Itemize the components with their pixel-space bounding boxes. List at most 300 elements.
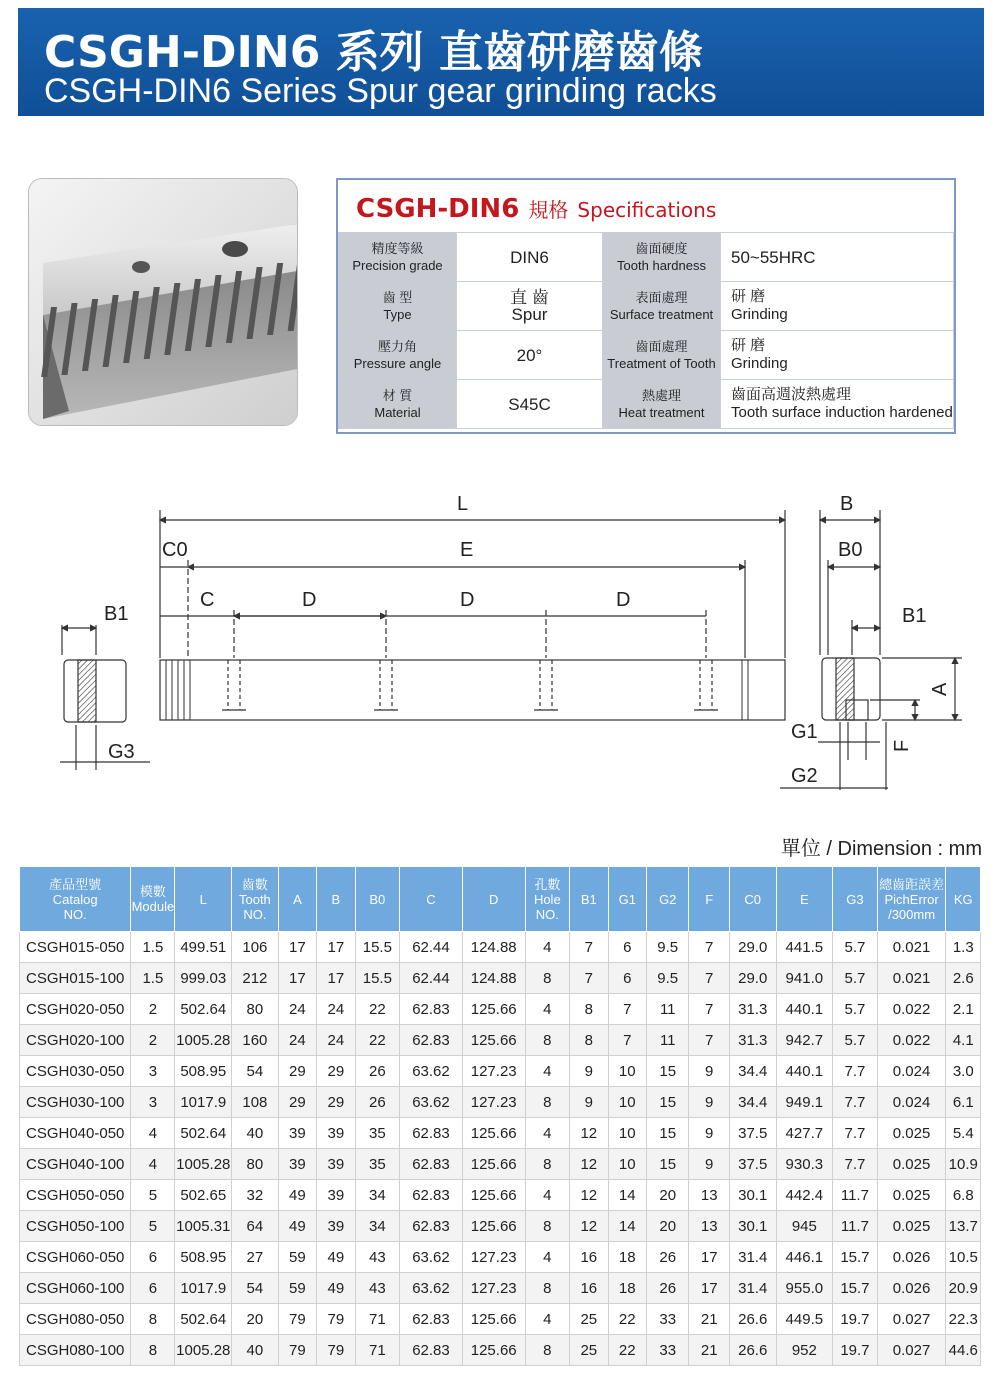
spec-label-en: Material (374, 405, 421, 420)
table-cell: 1017.9 (175, 1273, 232, 1304)
table-row (20, 1056, 981, 1087)
table-cell: 4.1 (946, 1025, 981, 1056)
table-cell: 5 (131, 1211, 175, 1242)
label-D-1: D (302, 589, 317, 611)
spec-value-en: 20° (516, 345, 543, 365)
table-cell: 15 (646, 1056, 689, 1087)
table-cell: 108 (232, 1087, 279, 1118)
spec-label-zh: 齒 型 (382, 290, 413, 305)
table-cell: 19.7 (833, 1335, 878, 1366)
spec-label-en: Tooth hardness (617, 258, 706, 273)
table-cell: 9 (689, 1087, 729, 1118)
table-cell: 33 (646, 1304, 689, 1335)
table-cell: CSGH040-100 (20, 1149, 131, 1180)
table-cell: 446.1 (776, 1242, 833, 1273)
table-cell: 440.1 (776, 994, 833, 1025)
table-cell: 29 (317, 1087, 355, 1118)
table-cell: 949.1 (776, 1087, 833, 1118)
spec-label (339, 331, 457, 380)
table-cell: 5.7 (833, 1025, 878, 1056)
spec-label-en: Heat treatment (618, 405, 705, 420)
column-header-en: Tooth (238, 891, 271, 907)
table-cell: 0.027 (877, 1335, 946, 1366)
table-cell: 79 (317, 1304, 355, 1335)
table-cell: 80 (232, 1149, 279, 1180)
column-header-zh: 齒數 (241, 876, 268, 892)
page-subtitle: CSGH-DIN6 Series Spur gear grinding racks (44, 72, 717, 110)
table-cell: 7 (689, 994, 729, 1025)
column-header-en2: /300mm (888, 906, 936, 922)
spec-label-en: Treatment of Tooth (607, 356, 716, 371)
column-header-en: G3 (846, 891, 864, 907)
column-header (20, 867, 131, 932)
rack-side-view (160, 660, 785, 720)
spec-label-zh: 表面處理 (635, 290, 688, 305)
table-cell: 22 (608, 1335, 646, 1366)
table-cell: 29 (278, 1087, 316, 1118)
label-B1-left: B1 (104, 603, 129, 625)
table-cell: 1.5 (131, 963, 175, 994)
table-cell: 1005.28 (175, 1149, 232, 1180)
spec-label (339, 282, 457, 331)
table-cell: 125.66 (462, 1304, 525, 1335)
table-cell: 15.5 (355, 963, 400, 994)
label-G3: G3 (108, 741, 135, 763)
table-cell: 0.025 (877, 1118, 946, 1149)
page-title: CSGH-DIN6 系列 直齒研磨齒條 (44, 27, 703, 78)
spec-value-zh: 直 齒 (510, 288, 549, 307)
table-cell: 40 (232, 1335, 279, 1366)
table-cell: CSGH015-100 (20, 963, 131, 994)
table-cell: 0.021 (877, 963, 946, 994)
table-cell: 0.027 (877, 1304, 946, 1335)
table-cell: 32 (232, 1180, 279, 1211)
table-cell: 22 (355, 1025, 400, 1056)
column-header-en: B1 (580, 891, 597, 907)
table-cell: 21 (689, 1335, 729, 1366)
table-row (20, 1242, 981, 1273)
table-cell: 17 (278, 963, 316, 994)
spec-title-zh: 規格 (528, 198, 569, 222)
table-row (20, 1025, 981, 1056)
table-cell: 9.5 (646, 932, 689, 963)
table-cell: 12 (570, 1211, 608, 1242)
spec-value-en: DIN6 (510, 247, 549, 267)
table-cell: 18 (608, 1242, 646, 1273)
table-cell: 125.66 (462, 1118, 525, 1149)
table-row (20, 963, 981, 994)
table-cell: 63.62 (400, 1242, 463, 1273)
table-cell: 27 (232, 1242, 279, 1273)
table-cell: 0.022 (877, 1025, 946, 1056)
column-header-en: Catalog (52, 891, 98, 907)
table-cell: 79 (278, 1304, 316, 1335)
table-cell: 2 (131, 1025, 175, 1056)
table-cell: 26 (646, 1242, 689, 1273)
table-cell: 945 (776, 1211, 833, 1242)
table-cell: 4 (525, 1118, 570, 1149)
table-cell: 79 (317, 1335, 355, 1366)
table-cell: 7.7 (833, 1056, 878, 1087)
column-header (355, 867, 400, 932)
table-cell: 15.5 (355, 932, 400, 963)
table-cell: 11 (646, 1025, 689, 1056)
table-cell: 20 (646, 1211, 689, 1242)
label-A: A (929, 682, 951, 696)
table-cell: 7 (689, 963, 729, 994)
column-header (608, 867, 646, 932)
table-cell: 8 (131, 1304, 175, 1335)
table-cell: 125.66 (462, 994, 525, 1025)
table-cell: 29.0 (729, 963, 776, 994)
spec-label-zh: 精度等級 (371, 241, 424, 256)
table-cell: 1017.9 (175, 1087, 232, 1118)
spec-value (721, 331, 954, 380)
table-cell: 125.66 (462, 1149, 525, 1180)
table-cell: 6 (608, 963, 646, 994)
table-cell: 4 (525, 994, 570, 1025)
spec-label (603, 233, 721, 282)
table-cell: 39 (278, 1118, 316, 1149)
column-header (232, 867, 279, 932)
table-cell: 39 (317, 1149, 355, 1180)
table-cell: 12 (570, 1149, 608, 1180)
spec-value (721, 282, 954, 331)
spec-label-zh: 熱處理 (641, 388, 681, 403)
table-cell: 25 (570, 1304, 608, 1335)
spec-value-en: Tooth surface induction hardened (731, 404, 953, 421)
table-cell: 15 (646, 1118, 689, 1149)
table-cell: 24 (278, 1025, 316, 1056)
table-cell: 31.3 (729, 994, 776, 1025)
table-cell: 4 (525, 1180, 570, 1211)
table-header-row (20, 867, 981, 932)
label-G2: G2 (791, 765, 818, 787)
spec-label (603, 380, 721, 429)
table-cell: 39 (278, 1149, 316, 1180)
table-cell: 441.5 (776, 932, 833, 963)
table-row (20, 1180, 981, 1211)
table-cell: 999.03 (175, 963, 232, 994)
table-cell: 9 (570, 1087, 608, 1118)
spec-row (339, 282, 954, 331)
table-cell: 62.83 (400, 1149, 463, 1180)
label-L: L (457, 493, 469, 515)
table-cell: CSGH080-100 (20, 1335, 131, 1366)
table-cell: 37.5 (729, 1118, 776, 1149)
specifications-box (336, 178, 956, 434)
table-cell: 30.1 (729, 1180, 776, 1211)
spec-model: CSGH-DIN6 (356, 194, 520, 224)
table-cell: 16 (570, 1242, 608, 1273)
table-cell: 62.83 (400, 994, 463, 1025)
table-cell: 124.88 (462, 963, 525, 994)
table-cell: 15 (646, 1087, 689, 1118)
table-cell: 43 (355, 1273, 400, 1304)
spec-label-en: Pressure angle (353, 356, 442, 371)
table-row (20, 932, 981, 963)
column-header-en2: NO. (63, 906, 87, 922)
column-header (131, 867, 175, 932)
column-header-en2: NO. (535, 906, 559, 922)
column-header (317, 867, 355, 932)
table-cell: 49 (317, 1273, 355, 1304)
table-cell: 4 (525, 932, 570, 963)
table-cell: 942.7 (776, 1025, 833, 1056)
table-cell: 49 (317, 1242, 355, 1273)
table-cell: 502.64 (175, 1118, 232, 1149)
table-cell: 15.7 (833, 1242, 878, 1273)
column-header (278, 867, 316, 932)
table-cell: 7 (608, 994, 646, 1025)
table-cell: CSGH080-050 (20, 1304, 131, 1335)
table-cell: 5.7 (833, 994, 878, 1025)
table-cell: CSGH040-050 (20, 1118, 131, 1149)
table-cell: 33 (646, 1335, 689, 1366)
table-cell: 21 (689, 1304, 729, 1335)
table-cell: 34.4 (729, 1056, 776, 1087)
table-cell: 62.83 (400, 1211, 463, 1242)
spec-row (339, 380, 954, 429)
column-header-en: C (426, 891, 436, 907)
table-cell: 952 (776, 1335, 833, 1366)
table-cell: 11 (646, 994, 689, 1025)
column-header-en: KG (953, 891, 973, 907)
table-cell: CSGH030-050 (20, 1056, 131, 1087)
label-C: C (200, 589, 215, 611)
table-cell: 8 (525, 1273, 570, 1304)
table-cell: 10 (608, 1087, 646, 1118)
table-cell: 26.6 (729, 1304, 776, 1335)
column-header (689, 867, 729, 932)
table-cell: 8 (525, 1211, 570, 1242)
table-cell: 14 (608, 1180, 646, 1211)
table-cell: 59 (278, 1242, 316, 1273)
table-cell: 7.7 (833, 1118, 878, 1149)
table-cell: 502.64 (175, 1304, 232, 1335)
table-cell: 1.3 (946, 932, 981, 963)
table-cell: 19.7 (833, 1304, 878, 1335)
table-row (20, 994, 981, 1025)
table-cell: 125.66 (462, 1180, 525, 1211)
table-cell: 7 (689, 932, 729, 963)
technical-drawing (0, 470, 1000, 810)
table-cell: 6 (131, 1242, 175, 1273)
table-cell: 10 (608, 1118, 646, 1149)
table-cell: CSGH020-100 (20, 1025, 131, 1056)
table-cell: 13 (689, 1211, 729, 1242)
table-row (20, 1087, 981, 1118)
column-header-en: F (705, 891, 714, 907)
table-cell: 13.7 (946, 1211, 981, 1242)
column-header-en: E (799, 891, 809, 907)
column-header (570, 867, 608, 932)
table-cell: 9 (689, 1149, 729, 1180)
spec-value-en: Spur (511, 305, 548, 324)
spec-label-zh: 材 質 (382, 388, 413, 403)
table-cell: 79 (278, 1335, 316, 1366)
table-cell: 8 (570, 1025, 608, 1056)
spec-label-en: Precision grade (352, 258, 443, 273)
table-cell: 29.0 (729, 932, 776, 963)
table-cell: 930.3 (776, 1149, 833, 1180)
spec-value-en: 50~55HRC (731, 247, 816, 267)
column-header-en: A (293, 891, 302, 907)
table-cell: 5.7 (833, 932, 878, 963)
column-header (877, 867, 946, 932)
table-cell: 63.62 (400, 1087, 463, 1118)
table-cell: CSGH020-050 (20, 994, 131, 1025)
table-cell: 127.23 (462, 1242, 525, 1273)
table-cell: 1005.28 (175, 1025, 232, 1056)
table-cell: 49 (278, 1211, 316, 1242)
table-cell: 7.7 (833, 1149, 878, 1180)
table-cell: 7 (570, 932, 608, 963)
label-C0: C0 (162, 539, 188, 561)
table-cell: 955.0 (776, 1273, 833, 1304)
column-header-en: Hole (533, 891, 561, 907)
table-cell: 4 (131, 1149, 175, 1180)
table-cell: 1005.31 (175, 1211, 232, 1242)
table-cell: 502.65 (175, 1180, 232, 1211)
table-cell: 17 (278, 932, 316, 963)
spec-label-zh: 壓力角 (377, 339, 417, 354)
table-cell: 9 (570, 1056, 608, 1087)
table-cell: 9 (689, 1056, 729, 1087)
table-cell: 3 (131, 1087, 175, 1118)
table-cell: 40 (232, 1118, 279, 1149)
table-cell: 449.5 (776, 1304, 833, 1335)
table-cell: 1.5 (131, 932, 175, 963)
table-row (20, 1211, 981, 1242)
table-cell: 2 (131, 994, 175, 1025)
column-header-en: C0 (744, 891, 762, 907)
table-cell: 10 (608, 1056, 646, 1087)
table-cell: 502.64 (175, 994, 232, 1025)
table-cell: 6 (131, 1273, 175, 1304)
spec-value-en: Grinding (731, 355, 788, 372)
table-cell: 8 (525, 1149, 570, 1180)
table-cell: 71 (355, 1304, 400, 1335)
table-cell: 26.6 (729, 1335, 776, 1366)
table-cell: 20 (232, 1304, 279, 1335)
table-cell: 4 (525, 1242, 570, 1273)
column-header-en: PichError (884, 891, 939, 907)
table-cell: 11.7 (833, 1180, 878, 1211)
specifications-title (356, 194, 716, 224)
table-cell: 39 (317, 1211, 355, 1242)
spec-label-en: Surface treatment (609, 307, 714, 322)
table-cell: 7 (570, 963, 608, 994)
column-header-en: Module (131, 899, 175, 914)
table-cell: 1005.28 (175, 1335, 232, 1366)
table-cell: 26 (355, 1056, 400, 1087)
table-cell: 62.44 (400, 932, 463, 963)
spec-value-zh: 研 磨 (731, 288, 766, 305)
column-header (833, 867, 878, 932)
table-cell: 8 (525, 1025, 570, 1056)
table-cell: 44.6 (946, 1335, 981, 1366)
spec-value (721, 233, 954, 282)
column-header (462, 867, 525, 932)
table-cell: 4 (131, 1118, 175, 1149)
table-cell: 35 (355, 1149, 400, 1180)
table-cell: 71 (355, 1335, 400, 1366)
catalog-table (19, 866, 981, 1366)
table-cell: 10.9 (946, 1149, 981, 1180)
table-cell: 34.4 (729, 1087, 776, 1118)
table-cell: 0.026 (877, 1273, 946, 1304)
spec-value (721, 380, 954, 429)
table-cell: 13 (689, 1180, 729, 1211)
label-D-3: D (616, 589, 631, 611)
table-cell: 24 (317, 994, 355, 1025)
table-cell: 9.5 (646, 963, 689, 994)
spec-title-en: Specifications (577, 198, 717, 222)
spec-row (339, 331, 954, 380)
spec-value-en: Grinding (731, 306, 788, 323)
table-cell: 508.95 (175, 1242, 232, 1273)
table-cell: 59 (278, 1273, 316, 1304)
table-cell: 3.0 (946, 1056, 981, 1087)
table-cell: 22 (355, 994, 400, 1025)
table-cell: 124.88 (462, 932, 525, 963)
spec-label-zh: 齒面處理 (635, 339, 688, 354)
table-cell: 30.1 (729, 1211, 776, 1242)
table-cell: 0.024 (877, 1056, 946, 1087)
label-B0: B0 (838, 539, 863, 561)
table-cell: 26 (646, 1273, 689, 1304)
table-cell: 442.4 (776, 1180, 833, 1211)
column-header (175, 867, 232, 932)
table-cell: 10.5 (946, 1242, 981, 1273)
table-cell: 31.3 (729, 1025, 776, 1056)
table-cell: CSGH030-100 (20, 1087, 131, 1118)
label-B: B (840, 493, 854, 515)
page-header (18, 8, 984, 116)
spec-value-en: S45C (508, 394, 551, 414)
table-cell: 941.0 (776, 963, 833, 994)
table-cell: 5.4 (946, 1118, 981, 1149)
table-cell: 24 (317, 1025, 355, 1056)
table-cell: 8 (525, 963, 570, 994)
table-cell: 20.9 (946, 1273, 981, 1304)
table-cell: 64 (232, 1211, 279, 1242)
table-cell: 62.83 (400, 1335, 463, 1366)
table-cell: 37.5 (729, 1149, 776, 1180)
table-row (20, 1149, 981, 1180)
table-cell: 0.026 (877, 1242, 946, 1273)
table-cell: 10 (608, 1149, 646, 1180)
table-cell: 80 (232, 994, 279, 1025)
table-cell: 8 (570, 994, 608, 1025)
table-cell: 17 (689, 1273, 729, 1304)
table-cell: 11.7 (833, 1211, 878, 1242)
table-cell: 160 (232, 1025, 279, 1056)
table-cell: 212 (232, 963, 279, 994)
table-cell: 508.95 (175, 1056, 232, 1087)
table-cell: 62.83 (400, 1025, 463, 1056)
table-cell: 0.025 (877, 1180, 946, 1211)
column-header-zh: 總齒距誤差 (879, 876, 945, 892)
table-cell: 3 (131, 1056, 175, 1087)
table-row (20, 1304, 981, 1335)
table-cell: 31.4 (729, 1273, 776, 1304)
table-cell: 8 (525, 1087, 570, 1118)
table-cell: 17 (317, 963, 355, 994)
table-cell: 15 (646, 1149, 689, 1180)
table-cell: 54 (232, 1273, 279, 1304)
